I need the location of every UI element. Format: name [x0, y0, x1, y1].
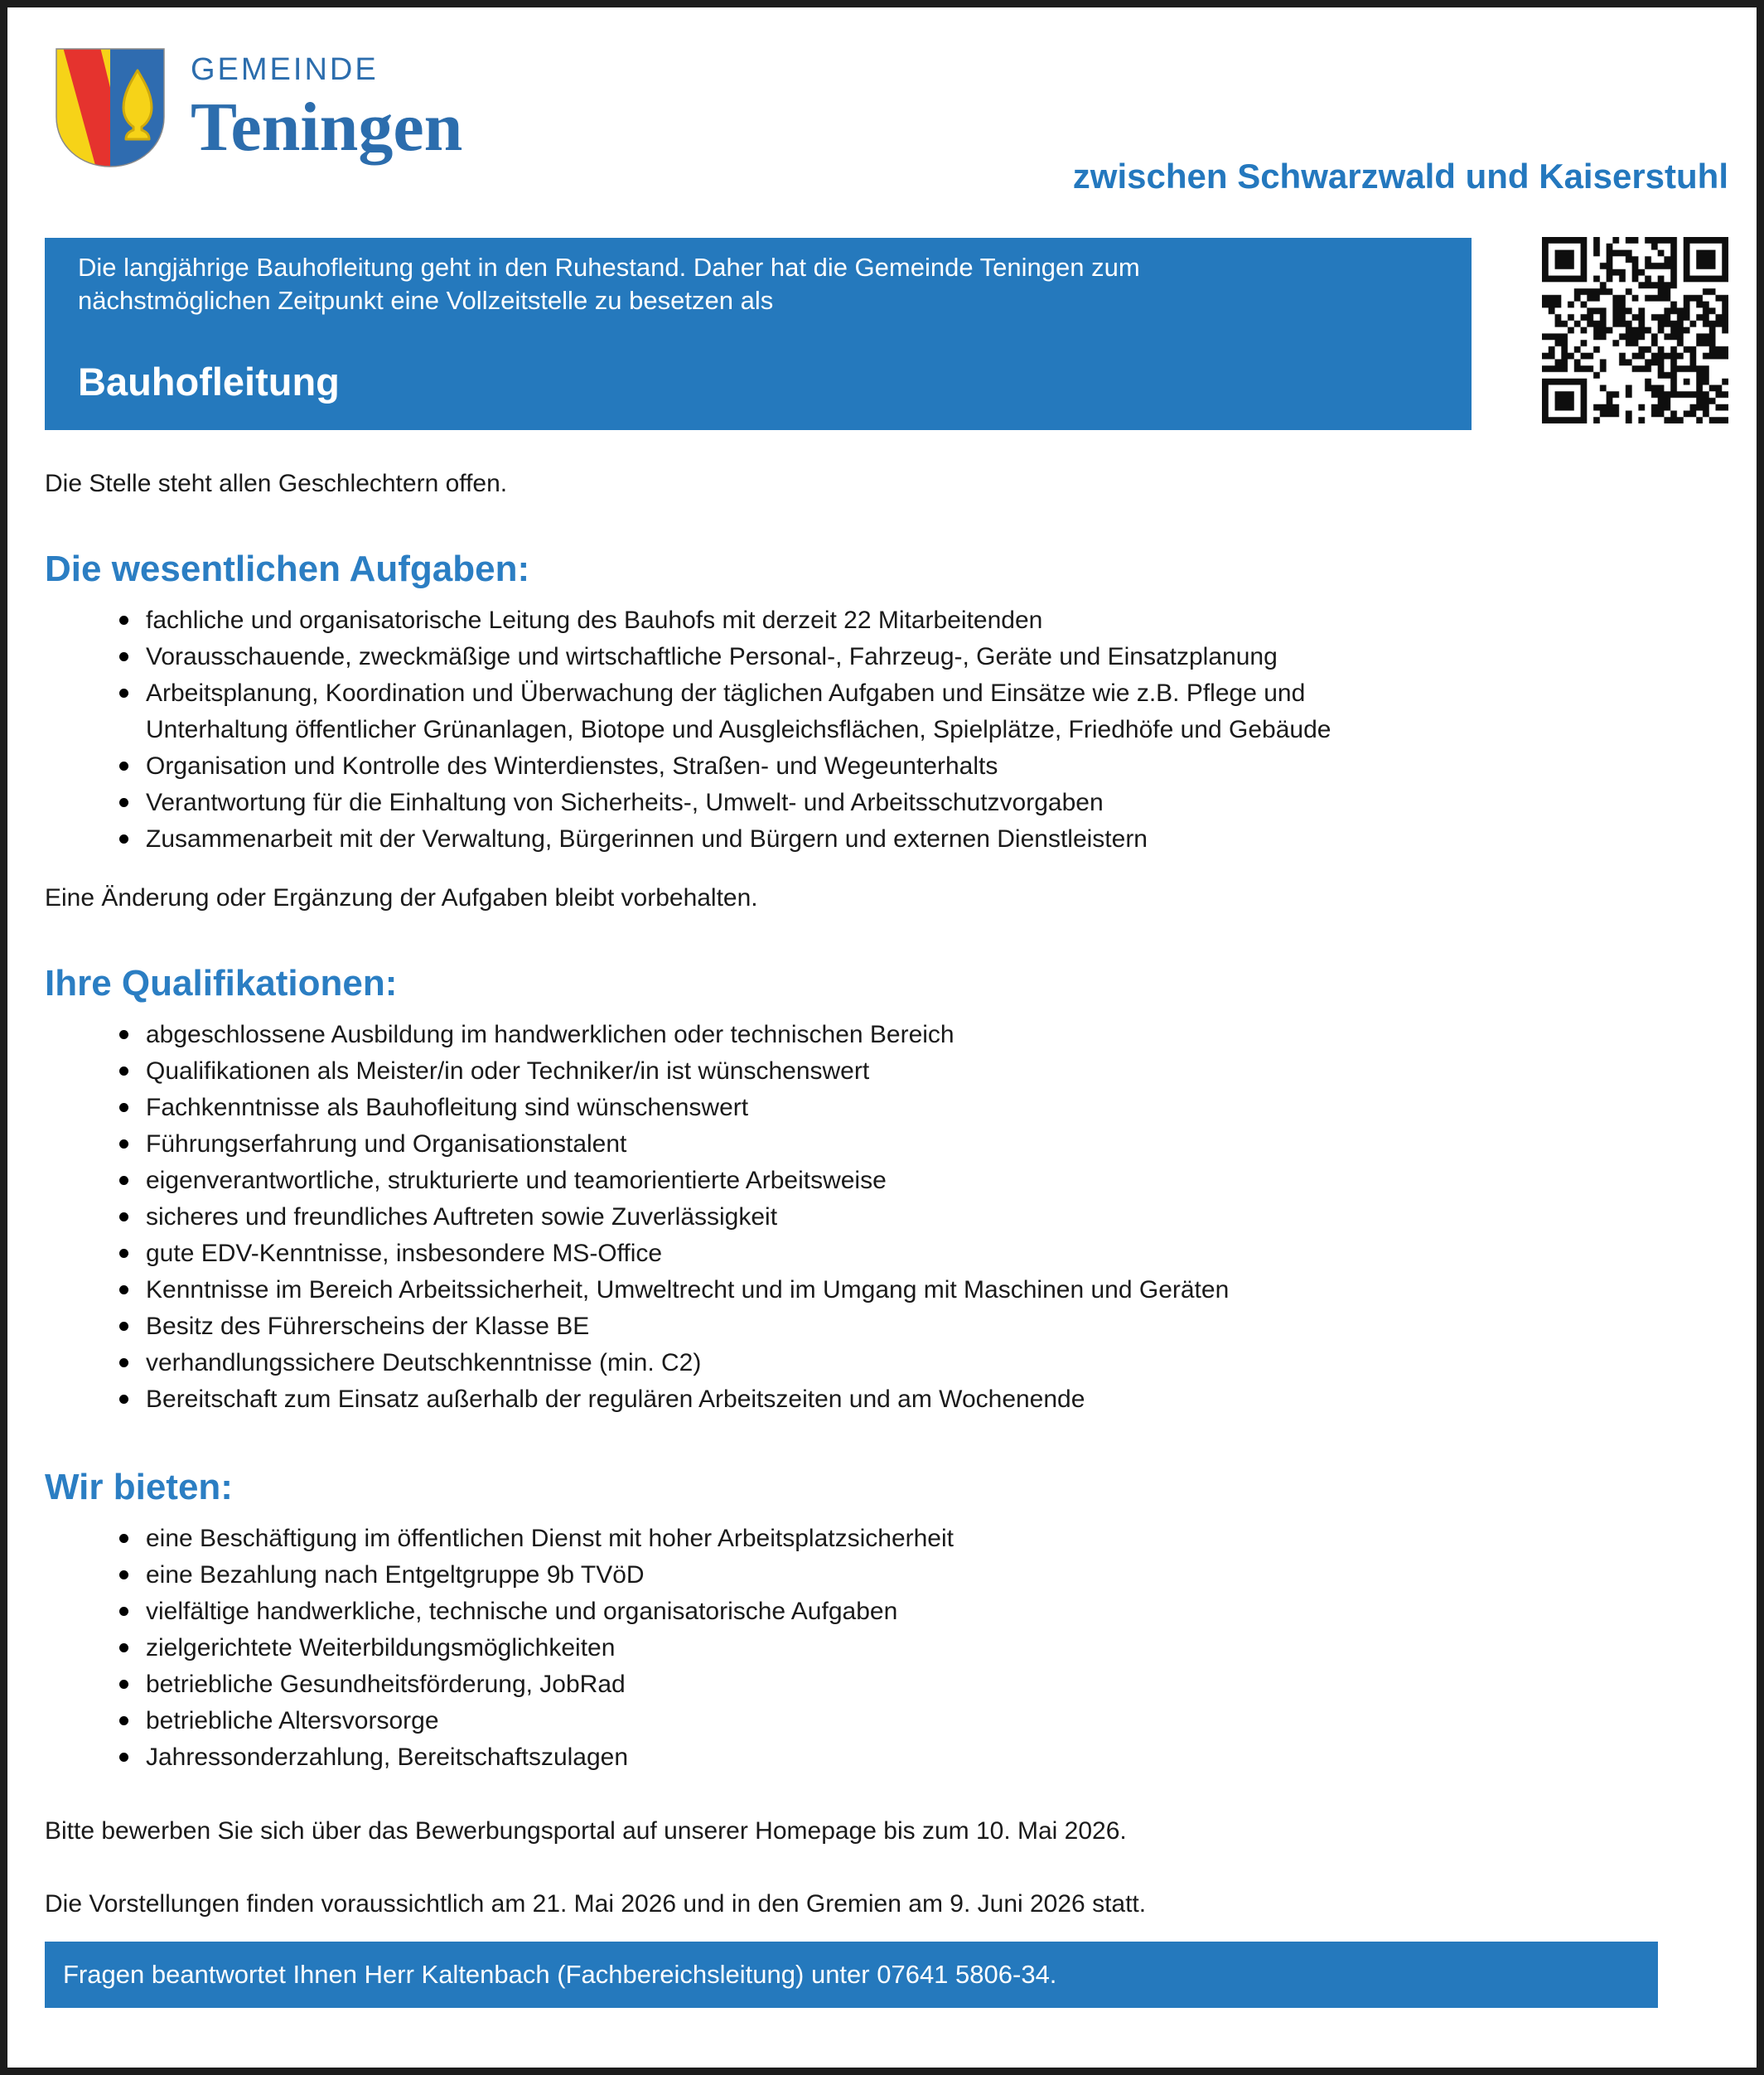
bullet-item: Führungserfahrung und Organisationstalent [119, 1126, 1420, 1163]
section-heading: Ihre Qualifikationen: [45, 963, 398, 1004]
section-aufgaben [45, 548, 1728, 914]
contact-line: Fragen beantwortet Ihnen Herr Kaltenbach (Fachbereichsleitung) unter 07641 5806-34. [63, 1960, 1057, 1989]
bullet-item: Qualifikationen als Meister/in oder Techniker/in ist wünschenswert [119, 1053, 1420, 1090]
banner-intro-line: nächstmöglichen Zeitpunkt eine Vollzeitstelle zu besetzen als [78, 286, 774, 315]
section-heading: Die wesentlichen Aufgaben: [45, 549, 530, 589]
bullet-item: zielgerichtete Weiterbildungsmöglichkeiten [119, 1630, 1420, 1666]
qr-code [1542, 237, 1728, 423]
bullet-item: eine Beschäftigung im öffentlichen Dienst mit hoher Arbeitsplatzsicherheit [119, 1521, 1420, 1557]
logo-text [191, 47, 463, 166]
bullet-item: Kenntnisse im Bereich Arbeitssicherheit, Umweltrecht und im Umgang mit Maschinen und Geräten [119, 1272, 1420, 1308]
interview-dates-note: Die Vorstellungen finden voraussichtlich am 21. Mai 2026 und in den Gremien am 9. Juni 2026 statt. [45, 1890, 1147, 1918]
coat-of-arms-icon [55, 47, 166, 172]
bullet-list [45, 1017, 1420, 1418]
bullet-item: betriebliche Gesundheitsförderung, JobRad [119, 1666, 1420, 1703]
bullet-item: Vorausschauende, zweckmäßige und wirtschaftliche Personal-, Fahrzeug-, Geräte und Einsatzplanung [119, 639, 1420, 675]
section-wir-bieten [45, 1466, 1728, 1776]
bullet-item: Jahressonderzahlung, Bereitschaftszulagen [119, 1739, 1420, 1776]
bullet-item: verhandlungssichere Deutschkenntnisse (min. C2) [119, 1345, 1420, 1381]
bullet-list [45, 602, 1420, 858]
bullet-item: Bereitschaft zum Einsatz außerhalb der regulären Arbeitszeiten und am Wochenende [119, 1381, 1420, 1418]
logo-org-type: GEMEINDE [191, 52, 379, 87]
bullet-item: betriebliche Altersvorsorge [119, 1703, 1420, 1739]
logo-org-name: Teningen [191, 89, 463, 166]
bullet-item: gute EDV-Kenntnisse, insbesondere MS-Office [119, 1236, 1420, 1272]
bullet-item: Verantwortung für die Einhaltung von Sicherheits-, Umwelt- und Arbeitsschutzvorgaben [119, 785, 1420, 821]
bullet-item: Organisation und Kontrolle des Winterdienstes, Straßen- und Wegeunterhalts [119, 748, 1420, 785]
bullet-item: abgeschlossene Ausbildung im handwerklichen oder technischen Bereich [119, 1017, 1420, 1053]
bullet-list [45, 1521, 1420, 1776]
tagline: zwischen Schwarzwald und Kaiserstuhl [1072, 157, 1728, 196]
bullet-item: Zusammenarbeit mit der Verwaltung, Bürgerinnen und Bürgern und externen Dienstleistern [119, 821, 1420, 858]
municipality-logo [55, 47, 462, 172]
bullet-item: Besitz des Führerscheins der Klasse BE [119, 1308, 1420, 1345]
bullet-item: Fachkenntnisse als Bauhofleitung sind wünschenswert [119, 1090, 1420, 1126]
bullet-item: vielfältige handwerkliche, technische und organisatorische Aufgaben [119, 1594, 1420, 1630]
bullet-item: eine Bezahlung nach Entgeltgruppe 9b TVöD [119, 1557, 1420, 1594]
job-title: Bauhofleitung [78, 360, 340, 404]
header [45, 39, 1728, 238]
application-deadline-note: Bitte bewerben Sie sich über das Bewerbungsportal auf unserer Homepage bis zum 10. Mai 2026. [45, 1817, 1127, 1845]
banner-intro-line: Die langjährige Bauhofleitung geht in den Ruhestand. Daher hat die Gemeinde Teningen zum [78, 253, 1140, 282]
bullet-item: sicheres und freundliches Auftreten sowie Zuverlässigkeit [119, 1199, 1420, 1236]
section-qualifikationen [45, 962, 1728, 1418]
bullet-item: fachliche und organisatorische Leitung des Bauhofs mit derzeit 22 Mitarbeitenden [119, 602, 1420, 639]
contact-bar [45, 1942, 1658, 2008]
banner-row [45, 238, 1728, 430]
section-heading: Wir bieten: [45, 1467, 233, 1507]
bullet-item: Arbeitsplanung, Koordination und Überwachung der täglichen Aufgaben und Einsätze wie z.B. Pflege und Unterhaltung öffentlicher Grünanlagen, Biotope und Ausgleichsflächen, Spielplätze, Friedhöfe und Gebäude [119, 675, 1420, 748]
section-note: Eine Änderung oder Ergänzung der Aufgaben bleibt vorbehalten. [45, 884, 758, 912]
intro-banner [45, 238, 1472, 430]
open-note: Die Stelle steht allen Geschlechtern offen. [45, 470, 508, 497]
bullet-item: eigenverantwortliche, strukturierte und teamorientierte Arbeitsweise [119, 1163, 1420, 1199]
